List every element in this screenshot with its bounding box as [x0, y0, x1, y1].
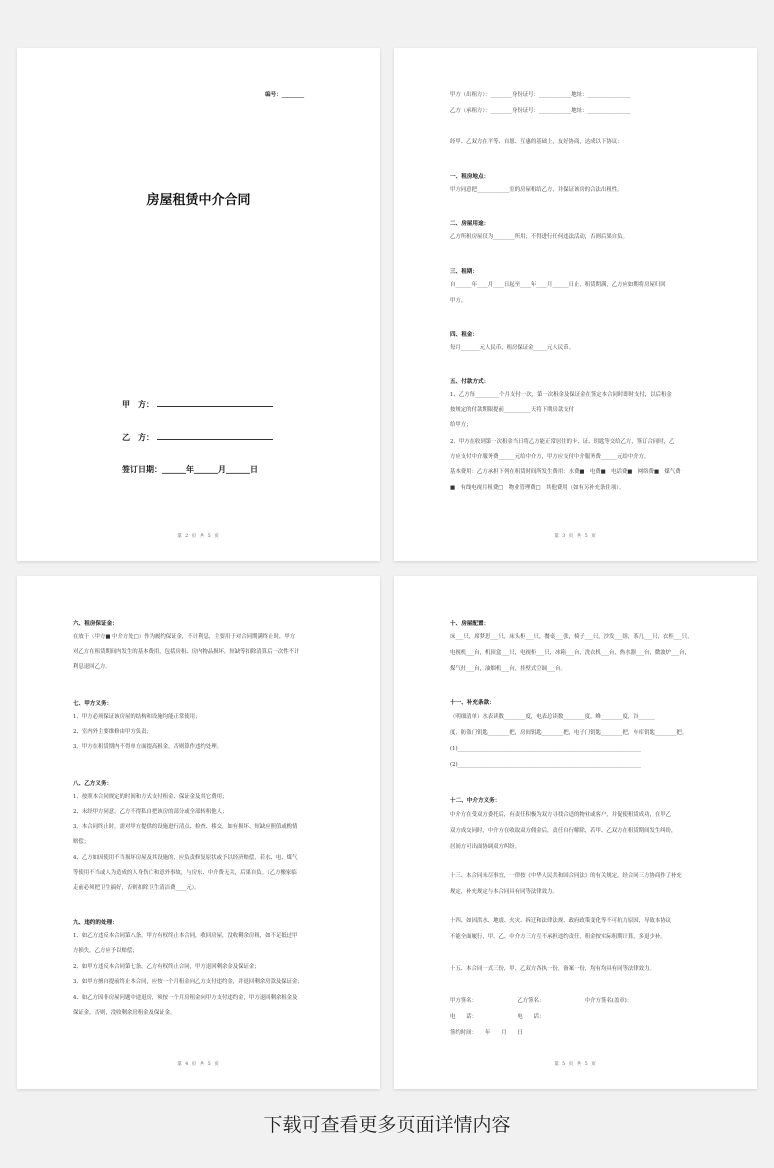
paragraph: 煤气灶___台，油烟机___台，挂壁式空调___台。	[450, 666, 566, 672]
section-heading: 十二、中介方义务：	[450, 798, 501, 804]
paragraph: 1、按照本合同规定的时间和方式支付租金、保证金及其它费用；	[73, 794, 228, 800]
paragraph: 3、如甲方擅自提前终止本合同，应按一个月租金向乙方支付违约金，并退回剩余房款及保证金；	[73, 979, 303, 985]
section-heading: 三、租期：	[450, 269, 478, 275]
paragraph: 度，防盗门钥匙________把，房间钥匙________把，电子门钥匙________把，车库钥匙________把。	[450, 730, 688, 736]
section-heading: 七、甲方义务：	[73, 701, 113, 707]
contract-page-3	[394, 48, 757, 561]
paragraph: 十五、本合同一式三份，甲、乙双方各执一份，备案一份，均有均具有同等法律效力。	[450, 966, 655, 972]
paragraph: （明细清单）水表读数________度，电表总读数________度，峰________度，谷______	[450, 714, 655, 720]
paragraph: (1)____________________________________________________________________	[450, 746, 641, 752]
paragraph: ■ 有线电视月租费□ 物业管理费□ 其他费用（如有另补充条住项）。	[450, 485, 625, 491]
paragraph: 保证金，否则，没收剩余房租金及保证金。	[73, 1010, 176, 1016]
paragraph: 2、甲方在收到第一次租金当日将乙方能正常居住的卡、证、钥匙等交给乙方，签订合同时，乙	[450, 439, 675, 445]
party-b-label: 乙 方：	[122, 433, 154, 442]
contract-title: 房屋租赁中介合同	[146, 193, 251, 208]
contract-page-5	[394, 576, 757, 1089]
page-footer: 第 5 页 共 5 页	[554, 1062, 597, 1067]
paragraph: 等使用不当或人为造成的人身伤亡和意外事故，与房东、中介费无关，后果自负。（乙方搬家临	[73, 870, 297, 876]
paragraph: 中介方在受双方委托后，有责任积极为双方寻找合适的物业或客户，并促使租赁成功，在甲乙	[450, 812, 672, 818]
paragraph: 1、如乙方违反本合同第八条，甲方有权终止本合同，收回房屋，没收剩余房租，如不足抵过甲	[73, 933, 298, 939]
party-b-info: 乙方（承租方）：________身份证号：____________地址：________________	[450, 108, 631, 114]
paragraph: 方应支付中介服务费______元给中介方，甲方应支付中介服务费______元给中介方。	[450, 454, 650, 460]
cover-page	[17, 48, 380, 561]
page-footer: 第 4 页 共 5 页	[177, 1062, 220, 1067]
download-caption: 下载可查看更多页面详情内容	[263, 1114, 511, 1136]
page-footer: 第 3 页 共 5 页	[554, 534, 597, 539]
paragraph: 赔偿；	[73, 839, 90, 845]
paragraph: 乙方所租房屋仅为________所用；不得进行任何违法活动，否则后果自负。	[450, 234, 628, 240]
sign-time-row: 签约时间： 年 月 日	[450, 1030, 523, 1036]
paragraph: 4、乙方如因使用不当损坏房屋及其设施的，应负责修复原状或予以经济赔偿，若水、电、煤气	[73, 855, 298, 861]
section-heading: 一、租房地点：	[450, 174, 490, 180]
page-footer: 第 2 页 共 5 页	[177, 534, 220, 539]
sign-date-label: 签订日期：______年______月______日	[122, 465, 258, 474]
paragraph: 2、未经甲方同意，乙方不得私自把该房的部分或全部转租他人；	[73, 809, 228, 815]
paragraph: 不能全面履行，甲、乙、中介方三方互不承担违约责任，租金按实际租期计算，多退少补。	[450, 934, 666, 940]
section-heading: 五、付款方式：	[450, 379, 490, 385]
paragraph: 利息退回乙方。	[73, 664, 111, 670]
party-a-line	[157, 406, 273, 407]
paragraph: 双方成交同时，中介方在收取双方佣金后，责任自行解除，若甲、乙双方在租赁期间发生纠纷，	[450, 828, 677, 834]
paragraph: 走前必须把卫生搞好，否则扣除卫生清洁费____元）。	[73, 885, 200, 891]
paragraph: 床___只，席梦思___只，床头柜___只，餐桌___张，椅子___只，沙发___组，茶几___只，衣柜___只，	[450, 634, 693, 640]
paragraph: 十四、如因洪水、地震、火灾、拆迁和法律法规、政府政策变化等不可抗力原因，导致本协议	[450, 918, 672, 924]
phone-row: 电 话： 电 话：	[450, 1014, 545, 1020]
paragraph: 3、本合同终止时，需对甲方提供的设施进行清点、检查、移交，如有损坏、短缺应照值或酌情	[73, 824, 298, 830]
paragraph: 2、室内外主要维修由甲方负责；	[73, 729, 152, 735]
contract-number-label: 编号：________	[265, 92, 305, 98]
paragraph: 电视机___台，机顶盒___只，电视柜___只，冰箱___台，洗衣机___台，热水器___台，微波炉___台，	[450, 650, 690, 656]
paragraph: 自______年____月____日起至____年____月______日止，租赁期满，乙方应如期将房屋归回	[450, 282, 666, 288]
contract-page-4	[17, 576, 380, 1089]
paragraph: 方损失，乙方应予以赔偿；	[73, 948, 138, 954]
intro-text: 经甲、乙双方在平等、自愿、互惠的基础上，友好协商，达成以下协议：	[450, 139, 623, 145]
paragraph: 基本费用：乙方承担下列在租赁时间所发生费用：水费■ 电费■ 电话费■ 网络费■ 煤气费	[450, 469, 681, 475]
section-heading: 四、租金：	[450, 332, 478, 338]
section-heading: 六、租房保证金：	[73, 621, 118, 627]
section-heading: 二、房屋用途：	[450, 221, 490, 227]
paragraph: (2)____________________________________________________________________	[450, 762, 641, 768]
paragraph: 1、甲方必须保证该房屋的结构和设施均能正常使用；	[73, 714, 201, 720]
paragraph: 十三、本合同未尽事宜，一律按《中华人民共和国合同法》的有关规定，经合同三方协商作了补充	[450, 873, 682, 879]
signature-row: 甲方签名： 乙方签名： 中介方签名(盖章)：	[450, 998, 633, 1004]
paragraph: 3、甲方在租赁期内不得单方面提高租金，否则算作违约处理。	[73, 744, 222, 750]
paragraph: 甲方。	[450, 298, 467, 304]
paragraph: 给甲方；	[450, 422, 472, 428]
paragraph: 按规定的付款期限提前__________天将下期房款支付	[450, 407, 574, 413]
paragraph: 每月_______元人民币，租房保证金_____元人民币。	[450, 345, 574, 351]
paragraph: 居间方可出面协调双方纠纷。	[450, 844, 521, 850]
party-a-info: 甲方（出租方）：________身份证号：____________地址：________________	[450, 92, 631, 98]
section-heading: 十、房屋配置：	[450, 621, 490, 627]
paragraph: 在放于（甲方■ 中介方处□）作为履约保证金，不计利息，主要用于对合同期满终止时，甲方	[73, 634, 296, 640]
paragraph: 规定，补充规定与本合同具有同等法律效力。	[450, 889, 558, 895]
party-b-line	[157, 439, 273, 440]
section-heading: 十一、补充条款：	[450, 700, 495, 706]
section-heading: 九、违约的处理：	[73, 920, 118, 926]
paragraph: 4、如乙方因非房屋问题中途退房，须按一个月房租金向甲方支付违约金，甲方退回剩余租金及	[73, 995, 298, 1001]
paragraph: 2、如甲方违反本合同第七条，乙方有权终止合同，甲方退回剩余金及保证金；	[73, 964, 260, 970]
section-heading: 八、乙方义务：	[73, 781, 113, 787]
paragraph: 甲方同意把____________室的房屋租给乙方，并保证该房的合法出租性。	[450, 187, 623, 193]
paragraph: 1、乙方每_________个月支付一次，第一次租金及保证金在签定本合同时即时支付，以后租金	[450, 392, 672, 398]
paragraph: 对乙方在租赁期间内发生的基本费用，包括房租、房内物品损坏，短缺等扣除清算后一次性不计	[73, 649, 300, 655]
party-a-label: 甲 方：	[122, 400, 154, 409]
